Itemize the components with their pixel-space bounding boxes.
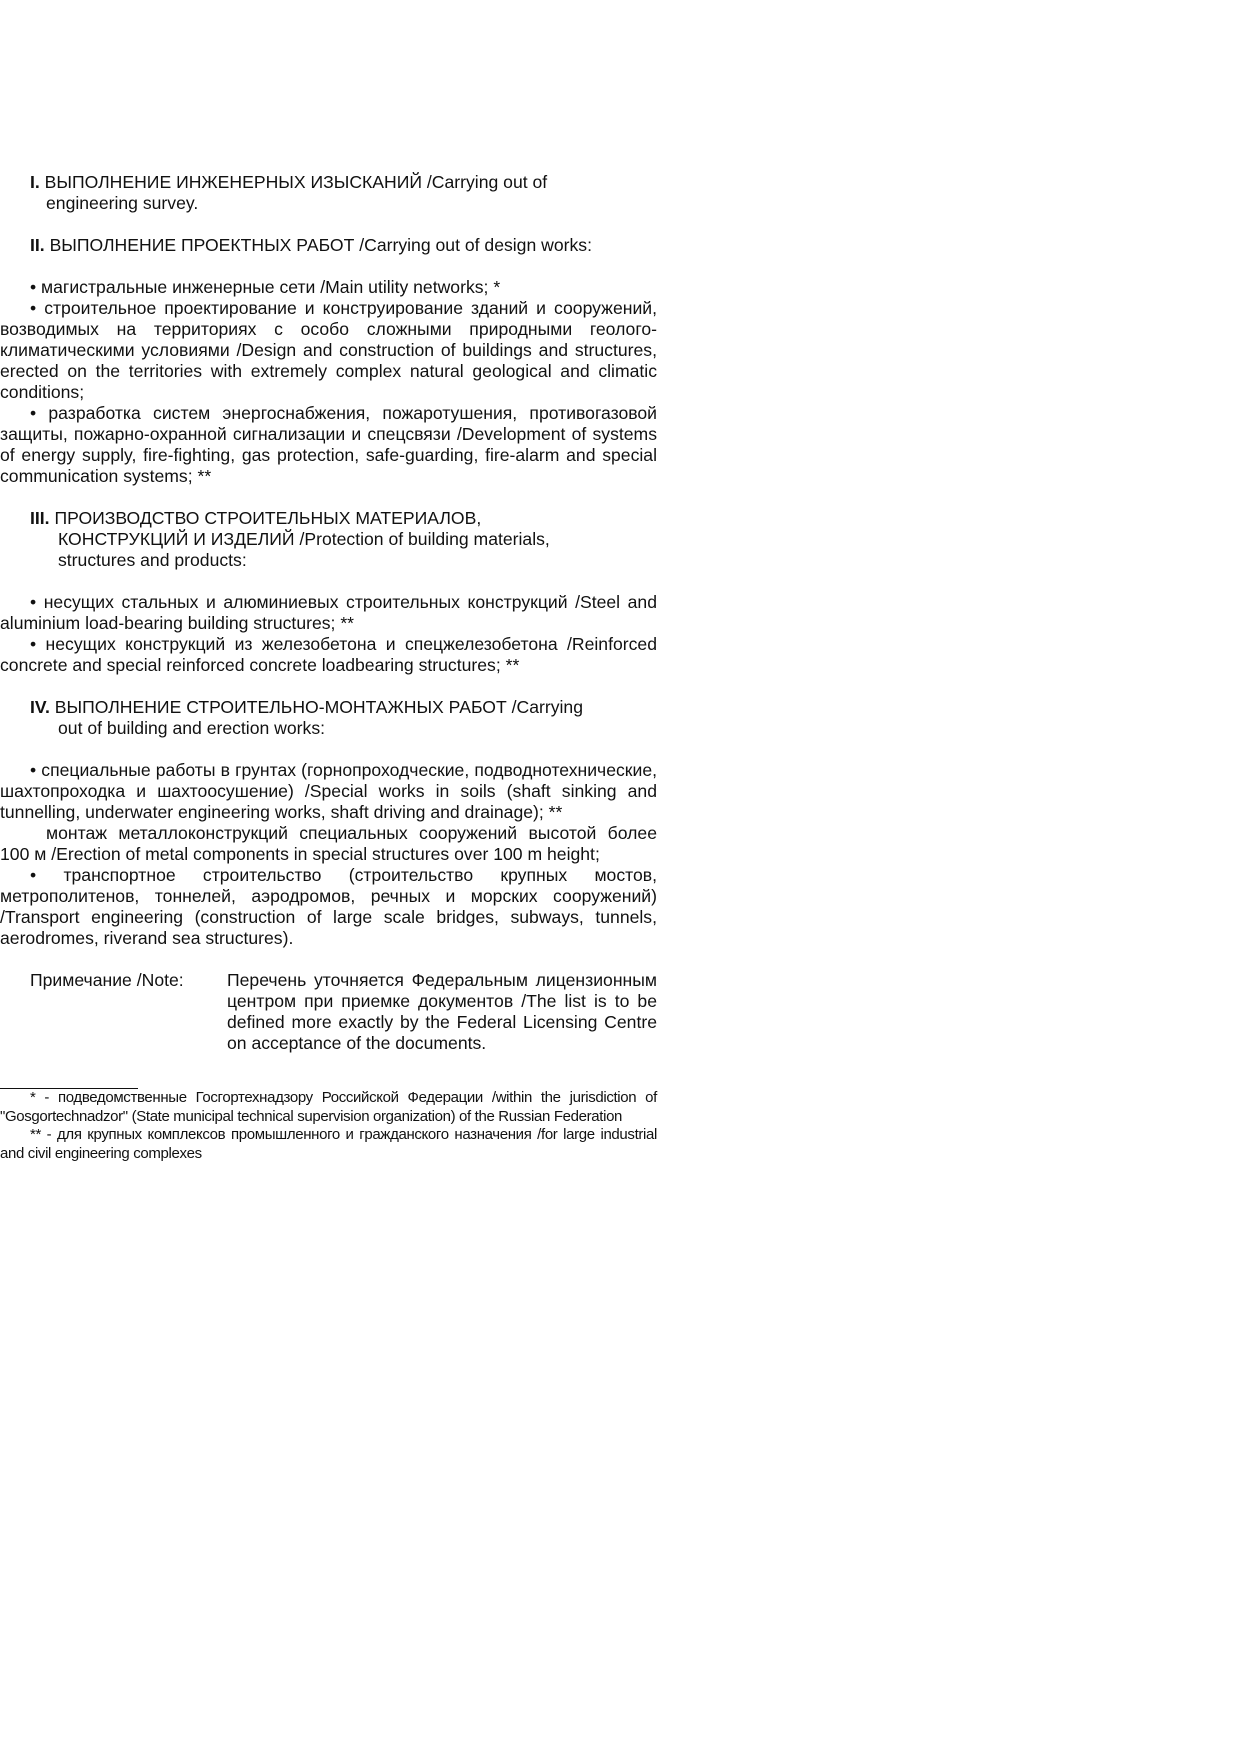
section-4-title-line-2: out of building and erection works:	[58, 718, 325, 738]
section-3-heading	[0, 508, 657, 571]
section-4-heading	[0, 697, 657, 739]
section-3-title-line-3: structures and products:	[58, 550, 247, 570]
section-3-title-line-1: ПРОИЗВОДСТВО СТРОИТЕЛЬНЫХ МАТЕРИАЛОВ,	[54, 508, 482, 528]
section-3-title-line-2: КОНСТРУКЦИЙ И ИЗДЕЛИЙ /Protection of building materials,	[58, 529, 550, 549]
section-1-title-line-1: ВЫПОЛНЕНИЕ ИНЖЕНЕРНЫХ ИЗЫСКАНИЙ /Carrying out of	[44, 172, 548, 192]
section-3-item-2: • несущих конструкций из железобетона и спецжелезобетона /Reinforced concrete and special reinforced concrete loadbearing structures; **	[0, 634, 657, 675]
note-label: Примечание /Note:	[30, 970, 184, 990]
text-column	[0, 172, 657, 1163]
section-2-number: II.	[30, 235, 45, 255]
section-2-item-3: • разработка систем энергоснабжения, пожаротушения, противогазовой защиты, пожарно-охранной сигнализации и спецсвязи /Development of systems of energy supply, fire-fighting, gas protection, safe-guarding, fire-alarm and special communication systems; **	[0, 403, 657, 486]
section-4-item-3: • транспортное строительство (строительство крупных мостов, метрополитенов, тоннелей, аэродромов, речных и морских сооружений) /Transport engineering (construction of large scale bridges, subways, tunnels, aerodromes, riverand sea structures).	[0, 865, 657, 948]
section-4-item-1: • специальные работы в грунтах (горнопроходческие, подводнотехнические, шахтопроходка и шахтоосушение) /Special works in soils (shaft sinking and tunnelling, underwater engineering works, shaft driving and drainage); **	[0, 760, 657, 822]
note-text: Перечень уточняется Федеральным лицензионным центром при приемке документов /The list is to be defined more exactly by the Federal Licensing Centre on acceptance of the documents.	[227, 970, 657, 1053]
section-2-title: ВЫПОЛНЕНИЕ ПРОЕКТНЫХ РАБОТ /Carrying out of design works:	[49, 235, 592, 255]
footnote-2: ** - для крупных комплексов промышленного и гражданского назначения /for large industrial and civil engineering complexes	[0, 1126, 657, 1162]
section-3-item-1: • несущих стальных и алюминиевых строительных конструкций /Steel and aluminium load-bearing building structures; **	[0, 592, 657, 633]
section-2-heading	[0, 235, 657, 256]
section-2-item-1: • магистральные инженерные сети /Main utility networks; *	[30, 277, 501, 297]
section-4-item-2: монтаж металлоконструкций специальных сооружений высотой более 100 м /Erection of metal components in special structures over 100 m height;	[0, 823, 657, 864]
section-4-number: IV.	[30, 697, 50, 717]
note-block	[0, 970, 657, 1054]
section-1-title-line-2: engineering survey.	[46, 193, 199, 213]
section-1-number: I.	[30, 172, 40, 192]
section-2-item-2: • строительное проектирование и конструирование зданий и сооружений, возводимых на территориях с особо сложными природными геолого-климатическими условиями /Design and construction of buildings and structures, erected on the territories with extremely complex natural geological and climatic conditions;	[0, 298, 657, 402]
section-1-heading	[0, 172, 657, 214]
section-4-title-line-1: ВЫПОЛНЕНИЕ СТРОИТЕЛЬНО-МОНТАЖНЫХ РАБОТ /Carrying	[54, 697, 583, 717]
section-3-number: III.	[30, 508, 50, 528]
footnote-1: * - подведомственные Госгортехнадзору Российской Федерации /within the jurisdiction of "Gosgortechnadzor" (State municipal technical supervision organization) of the Russian Federation	[0, 1089, 657, 1125]
